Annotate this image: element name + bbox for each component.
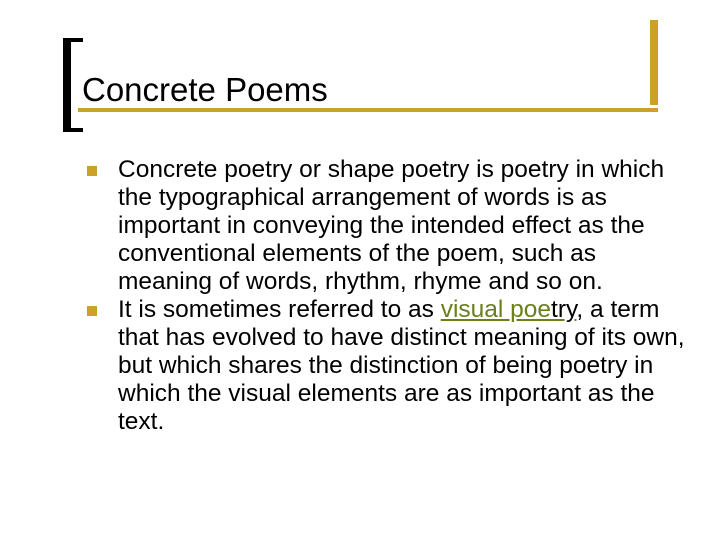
title-frame-right-bracket-bottom [650,101,654,105]
title-frame-left-bracket-top [63,38,83,42]
bullet-list [86,156,686,436]
bullet-item-2 [86,296,686,436]
visual-poetry-link[interactable] [441,296,577,323]
slide-title: Concrete Poems [82,71,328,108]
bullet-text-2-after: , a term that has evolved to have distinct meaning of its own, but which shares the distinction of being poetry in which the visual elements are as important as the text. [118,296,685,435]
square-bullet-icon [87,306,97,316]
bullet-text-2-before: It is sometimes referred to as [118,296,441,323]
visual-poetry-link-plain-part: try [551,296,577,323]
bullet-text-1: Concrete poetry or shape poetry is poetry in which the typographical arrangement of words is as important in conveying the intended effect as the conventional elements of the poem, such as meaning of words, rhythm, rhyme and so on. [118,156,665,295]
visual-poetry-link-colored-part: visual poe [440,296,552,323]
title-frame-left-bracket-bottom [63,128,83,132]
title-frame-right-bracket [650,20,658,105]
title-frame-left-bracket [63,38,71,132]
square-bullet-icon [87,166,97,176]
title-frame-right-bracket-top [650,20,654,24]
bullet-item-1 [86,156,686,296]
